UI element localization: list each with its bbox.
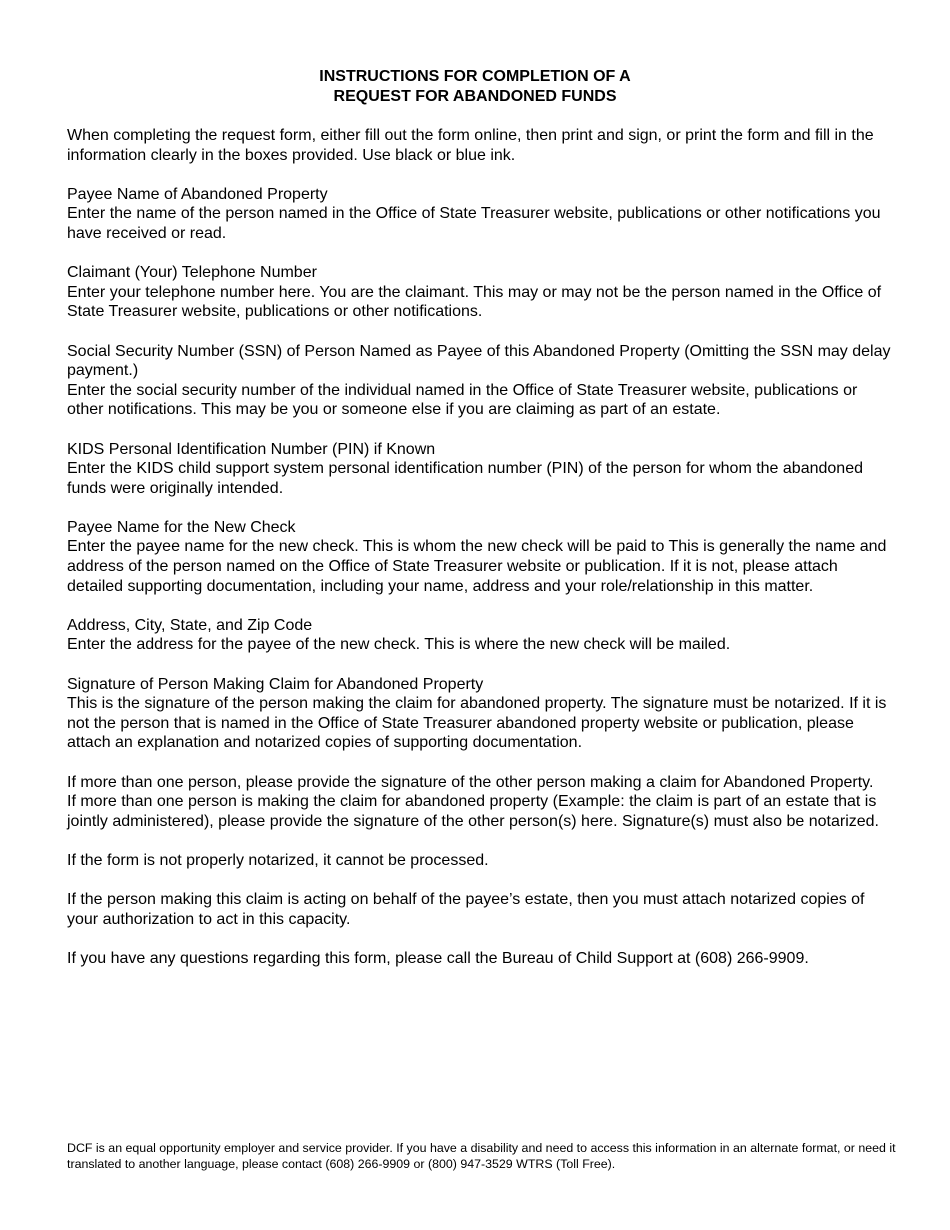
instructions-body (67, 126, 897, 988)
section-kids-pin (67, 440, 897, 499)
section-heading: Signature of Person Making Claim for Abandoned Property (67, 675, 484, 693)
section-payee-name (67, 185, 897, 244)
intro-paragraph (67, 126, 897, 165)
section-body: Enter the payee name for the new check. This is whom the new check will be paid to This is generally the name and address of the person named on the Office of State Treasurer website or publication. If it is not, please attach detailed supporting documentation, including your name, address and your role/relationship in this matter. (67, 538, 887, 595)
intro-text: When completing the request form, either fill out the form online, then print and sign, or print the form and fill in the information clearly in the boxes provided. Use black or blue ink. (67, 127, 874, 164)
section-additional-signature (67, 773, 897, 832)
section-heading: Payee Name for the New Check (67, 518, 296, 536)
section-heading: If more than one person, please provide the signature of the other person making a claim for Abandoned Property. (67, 773, 874, 791)
footer-notice: DCF is an equal opportunity employer and service provider. If you have a disability and need to access this information in an alternate format, or need it translated to another language, please contact (608) 266-9909 or (800) 947-3529 WTRS (Toll Free). (67, 1141, 896, 1171)
section-heading: Social Security Number (SSN) of Person Named as Payee of this Abandoned Property (Omitting the SSN may delay payment.) (67, 342, 891, 380)
section-ssn (67, 342, 897, 420)
note-text: If the form is not properly notarized, it cannot be processed. (67, 851, 489, 869)
note-text: If you have any questions regarding this form, please call the Bureau of Child Support at (608) 266-9909. (67, 949, 809, 967)
note-text: If the person making this claim is acting on behalf of the payee’s estate, then you must attach notarized copies of your authorization to act in this capacity. (67, 891, 865, 928)
section-heading: Claimant (Your) Telephone Number (67, 264, 317, 282)
section-heading: Address, City, State, and Zip Code (67, 616, 313, 634)
section-signature (67, 675, 897, 753)
section-body: Enter the name of the person named in the Office of State Treasurer website, publications or other notifications you have received or read. (67, 205, 881, 242)
section-heading: Payee Name of Abandoned Property (67, 185, 328, 203)
section-heading: KIDS Personal Identification Number (PIN) if Known (67, 440, 436, 458)
page-title (0, 67, 950, 107)
section-address (67, 616, 897, 655)
section-body: Enter the KIDS child support system personal identification number (PIN) of the person for whom the abandoned funds were originally intended. (67, 460, 863, 497)
section-body: Enter the address for the payee of the new check. This is where the new check will be mailed. (67, 636, 731, 654)
section-body: Enter your telephone number here. You are the claimant. This may or may not be the person named in the Office of State Treasurer website, publications or other notifications. (67, 283, 882, 321)
note-estate-authorization (67, 890, 897, 929)
section-body: Enter the social security number of the individual named in the Office of State Treasurer website, publications or other notifications. This may be you or someone else if you are claiming as part of an estate. (67, 381, 858, 419)
section-body: This is the signature of the person making the claim for abandoned property. The signature must be notarized. If it is not the person that is named in the Office of State Treasurer abandoned property website or publication, please attach an explanation and notarized copies of supporting documentation. (67, 695, 887, 752)
section-body: If more than one person is making the claim for abandoned property (Example: the claim is part of an estate that is jointly administered), please provide the signature of the other person(s) here. Signature(s) must also be notarized. (67, 793, 879, 830)
title-line-1: INSTRUCTIONS FOR COMPLETION OF A (319, 68, 631, 85)
section-claimant-telephone (67, 263, 897, 322)
note-contact (67, 949, 897, 969)
section-new-check-payee (67, 518, 897, 596)
note-notarization (67, 851, 897, 871)
title-line-2: REQUEST FOR ABANDONED FUNDS (333, 88, 617, 105)
